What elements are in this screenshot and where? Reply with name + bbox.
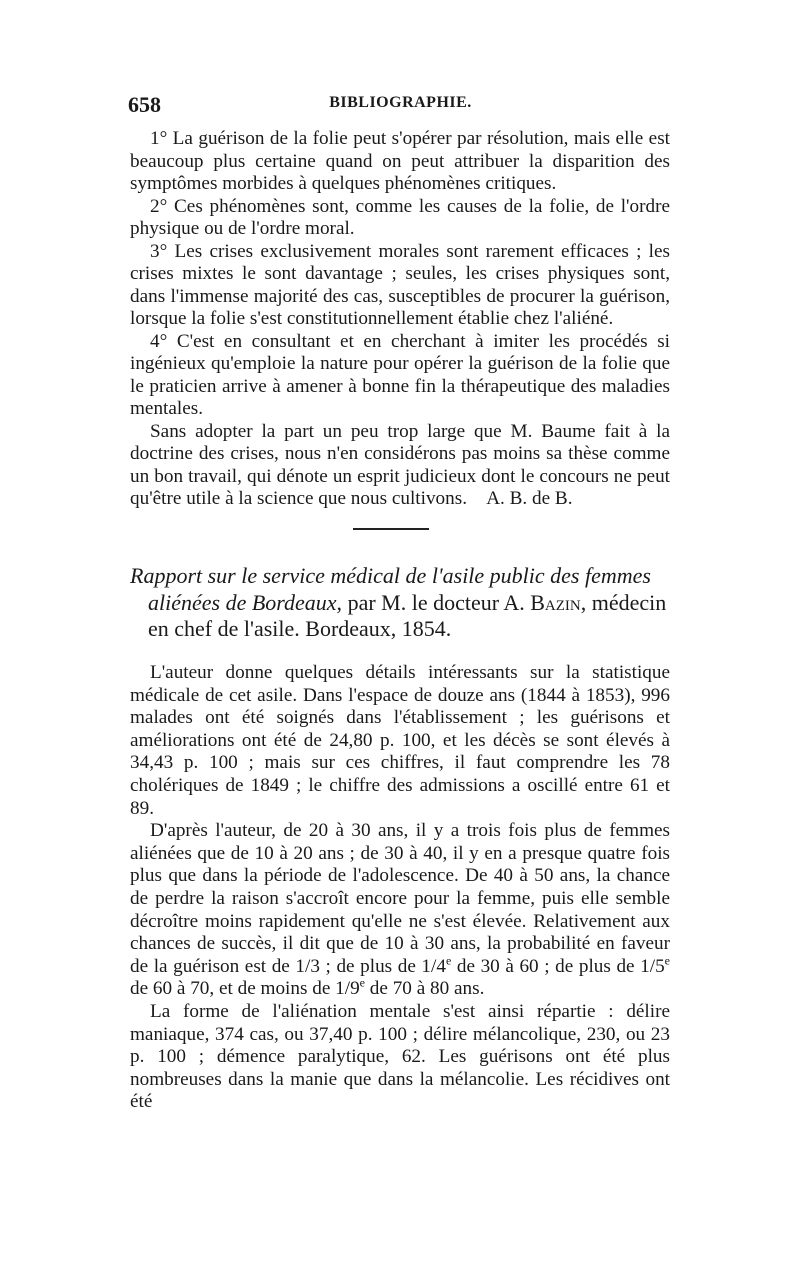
- conclusion-point-2: 2° Ces phénomènes sont, comme les causes de la folie, de l'ordre physique ou de l'ordre moral.: [130, 195, 670, 239]
- closing-text: Sans adopter la part un peu trop large que M. Baume fait à la doctrine des crises, nous n'en considérons pas moins sa thèse comme un bon travail, qui dénote un esprit judicieux dont le concours ne peut qu'être utile à la science que nous cultivons.: [130, 420, 670, 509]
- running-head: BIBLIOGRAPHIE.: [329, 94, 472, 111]
- review-title: [130, 563, 675, 643]
- review-conclusion-section: [130, 128, 670, 511]
- conclusion-point-3: 3° Les crises exclusivement morales sont rarement efficaces ; les crises mixtes le sont davantage ; seules, les crises physiques sont, dans l'immense majorité des cas, susceptibles de procurer la guérison, lorsque la folie s'est constitutionnellement établie chez l'aliéné.: [130, 240, 670, 329]
- review-title-italic-2: aliénées de Bordeaux,: [148, 589, 343, 615]
- page-number: 658: [128, 92, 161, 117]
- page-header: [128, 92, 673, 120]
- review-paragraph-2-a: D'après l'auteur, de 20 à 30 ans, il y a trois fois plus de femmes aliénées que de 10 à 20 ans ; de 30 à 40, il y en a presque quatre fois plus que dans la période de l'adolescence. De 40 à 50 ans, la chance de perdre la raison s'accroît encore pour la femme, puis elle semble décroître moins rapidement qu'elle ne s'est élevée. Relativement aux chances de succès, il dit que de 10 à 30 ans, la probabilité en faveur de la guérison est de 1/3 ; de plus de 1/4: [130, 820, 670, 977]
- review-paragraph-1: L'auteur donne quelques détails intéressants sur la statistique médicale de cet asile. Dans l'espace de douze ans (1844 à 1853), 996 malades ont été soignés dans l'établissement ; les guérisons et améliorations ont été de 24,80 p. 100, et les décès se sont élevés à 34,43 p. 100 ; mais sur ces chiffres, il faut comprendre les 78 cholériques de 1849 ; le chiffre des admissions a oscillé entre 61 et 89.: [130, 662, 670, 819]
- conclusion-point-1: 1° La guérison de la folie peut s'opérer par résolution, mais elle est beaucoup plus certaine quand on peut attribuer la disparition des symptômes morbides à quelques phénomènes critiques.: [130, 128, 670, 194]
- review-title-line-2: [130, 590, 675, 617]
- review-paragraph-3: La forme de l'aliénation mentale s'est ainsi répartie : délire maniaque, 374 cas, ou 37,40 p. 100 ; délire mélancolique, 230, ou 23 p. 100 ; démence paralytique, 62. Les guérisons ont été plus nombreuses dans la manie que dans la mélancolie. Les récidives ont été: [130, 1000, 670, 1113]
- section-divider: [353, 528, 429, 530]
- conclusion-point-4: 4° C'est en consultant et en cherchant à imiter les procédés si ingénieux qu'emploie la nature pour opérer la guérison de la folie que le praticien arrive à amener à bonne fin la thérapeutique des maladies mentales.: [130, 330, 670, 419]
- review-title-line-1: [130, 563, 675, 590]
- superscript-e-1: e: [445, 953, 452, 968]
- review-title-italic-1: Rapport sur le service médical de l'asile public des femmes: [130, 563, 651, 588]
- review-paragraph-2-c: de 60 à 70, et de moins de 1/9: [130, 978, 360, 1000]
- review-paragraph-2-b: de 30 à 60 ; de plus de 1/5: [451, 955, 665, 977]
- review-title-roman-2: , médecin: [580, 589, 667, 615]
- signature: A. B. de B.: [486, 488, 573, 509]
- review-body: [130, 662, 670, 1114]
- superscript-e-2: e: [664, 953, 670, 968]
- superscript-e-3: e: [359, 975, 365, 990]
- review-paragraph-2-d: de 70 à 80 ans.: [365, 978, 485, 1000]
- review-paragraph-2: [130, 820, 670, 1001]
- review-title-roman: par M. le docteur A.: [342, 589, 531, 615]
- review-title-line-3: en chef de l'asile. Bordeaux, 1854.: [148, 616, 452, 641]
- closing-paragraph: [130, 421, 670, 511]
- review-author: Bazin: [530, 589, 581, 615]
